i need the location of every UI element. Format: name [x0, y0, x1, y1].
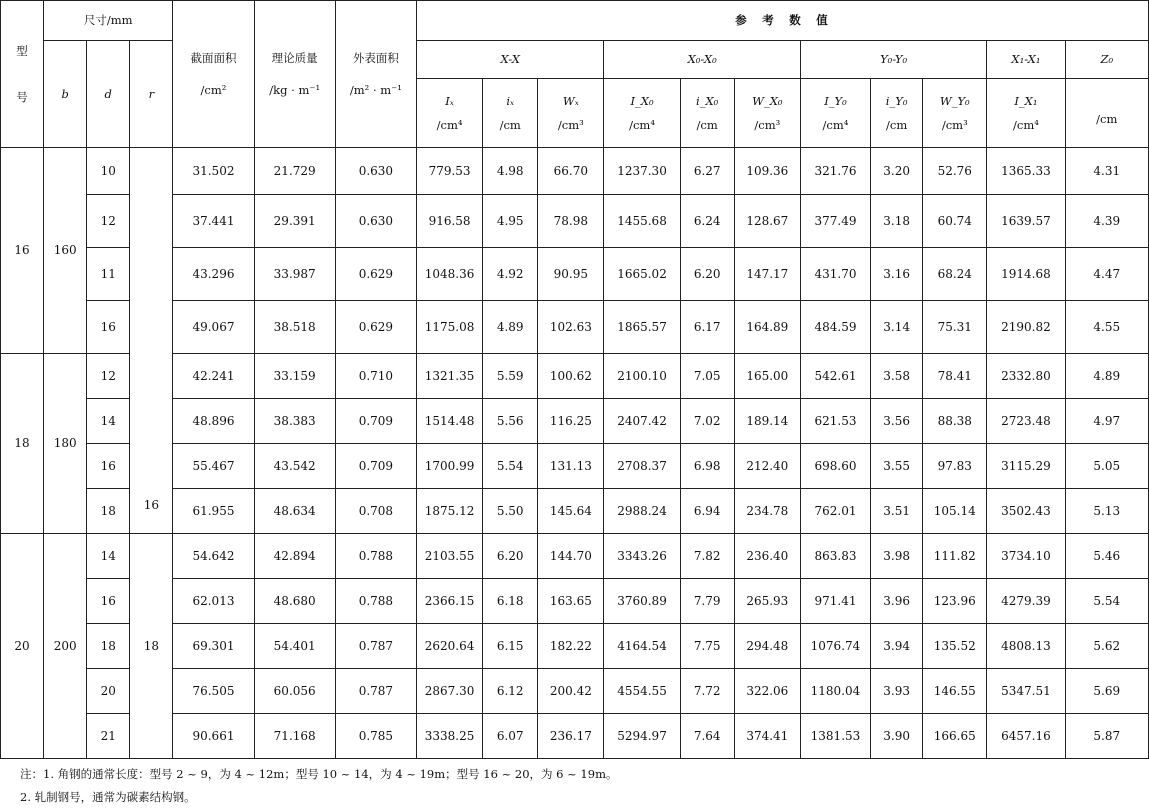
- header-unit: /cm: [886, 118, 908, 132]
- value-cell: 1700.99: [416, 444, 482, 489]
- value-cell: 6.07: [483, 714, 538, 759]
- header-type: 型 号: [1, 1, 44, 148]
- table-row: [1, 444, 1149, 489]
- value-cell: 4554.55: [604, 669, 680, 714]
- value-cell: 3115.29: [987, 444, 1065, 489]
- header-symbol: Iₓ: [445, 93, 454, 108]
- value-cell: 4164.54: [604, 624, 680, 669]
- header-symbol: i_Y₀: [885, 93, 908, 108]
- width-b-cell: 200: [44, 534, 87, 759]
- value-cell: 2407.42: [604, 399, 680, 444]
- header-symbol: I_Y₀: [824, 93, 847, 108]
- table-row: [1, 399, 1149, 444]
- value-cell: 5.69: [1065, 669, 1148, 714]
- value-cell: 4.92: [483, 248, 538, 301]
- value-cell: 182.22: [538, 624, 604, 669]
- value-cell: 3.90: [871, 714, 923, 759]
- value-cell: 4.47: [1065, 248, 1148, 301]
- value-cell: 76.505: [173, 669, 254, 714]
- value-cell: 3.93: [871, 669, 923, 714]
- header-unit: /cm⁴: [1013, 118, 1039, 132]
- value-cell: 5.13: [1065, 489, 1148, 534]
- value-cell: 97.83: [923, 444, 987, 489]
- value-cell: 109.36: [734, 148, 800, 195]
- value-cell: 3734.10: [987, 534, 1065, 579]
- value-cell: 33.987: [254, 248, 335, 301]
- value-cell: 5.05: [1065, 444, 1148, 489]
- value-cell: 38.383: [254, 399, 335, 444]
- header-col-9: [923, 79, 987, 148]
- header-col-8: [871, 79, 923, 148]
- value-cell: 0.787: [335, 669, 416, 714]
- value-cell: 49.067: [173, 301, 254, 354]
- value-cell: 212.40: [734, 444, 800, 489]
- value-cell: 321.76: [800, 148, 870, 195]
- value-cell: 43.542: [254, 444, 335, 489]
- thickness-d-cell: 18: [87, 624, 130, 669]
- header-group-y0-y0: Y₀-Y₀: [800, 41, 986, 79]
- header-unit: /cm⁴: [629, 118, 655, 132]
- value-cell: 6.20: [680, 248, 734, 301]
- value-cell: 1455.68: [604, 195, 680, 248]
- value-cell: 21.729: [254, 148, 335, 195]
- value-cell: 42.894: [254, 534, 335, 579]
- value-cell: 2723.48: [987, 399, 1065, 444]
- value-cell: 31.502: [173, 148, 254, 195]
- value-cell: 131.13: [538, 444, 604, 489]
- value-cell: 3.51: [871, 489, 923, 534]
- value-cell: 5.50: [483, 489, 538, 534]
- value-cell: 4.98: [483, 148, 538, 195]
- value-cell: 6.24: [680, 195, 734, 248]
- table-row: [1, 534, 1149, 579]
- value-cell: 234.78: [734, 489, 800, 534]
- value-cell: 48.896: [173, 399, 254, 444]
- value-cell: 7.82: [680, 534, 734, 579]
- value-cell: 236.40: [734, 534, 800, 579]
- value-cell: 4.95: [483, 195, 538, 248]
- thickness-d-cell: 20: [87, 669, 130, 714]
- value-cell: 147.17: [734, 248, 800, 301]
- value-cell: 916.58: [416, 195, 482, 248]
- value-cell: 265.93: [734, 579, 800, 624]
- value-cell: 0.710: [335, 354, 416, 399]
- header-col-4: [604, 79, 680, 148]
- value-cell: 0.708: [335, 489, 416, 534]
- value-cell: 189.14: [734, 399, 800, 444]
- value-cell: 60.74: [923, 195, 987, 248]
- header-symbol: Wₓ: [562, 93, 579, 108]
- value-cell: 135.52: [923, 624, 987, 669]
- width-b-cell: 180: [44, 354, 87, 534]
- header-dims: 尺寸/mm: [44, 1, 173, 41]
- value-cell: 5294.97: [604, 714, 680, 759]
- header-symbol: W_Y₀: [939, 93, 970, 108]
- value-cell: 6.15: [483, 624, 538, 669]
- value-cell: 4.89: [1065, 354, 1148, 399]
- header-unit: /cm⁴: [436, 118, 463, 132]
- thickness-d-cell: 18: [87, 489, 130, 534]
- thickness-d-cell: 21: [87, 714, 130, 759]
- value-cell: 2190.82: [987, 301, 1065, 354]
- header-area: 截面面积 /cm²: [173, 1, 254, 148]
- value-cell: 1914.68: [987, 248, 1065, 301]
- value-cell: 6.17: [680, 301, 734, 354]
- header-unit: /cm: [499, 118, 521, 132]
- value-cell: 971.41: [800, 579, 870, 624]
- value-cell: 78.41: [923, 354, 987, 399]
- value-cell: 128.67: [734, 195, 800, 248]
- value-cell: 1639.57: [987, 195, 1065, 248]
- table-row: [1, 301, 1149, 354]
- header-unit: /cm³: [941, 118, 968, 132]
- value-cell: 0.788: [335, 579, 416, 624]
- table-row: [1, 579, 1149, 624]
- thickness-d-cell: 16: [87, 579, 130, 624]
- value-cell: 7.64: [680, 714, 734, 759]
- table-row: [1, 489, 1149, 534]
- value-cell: 144.70: [538, 534, 604, 579]
- thickness-d-cell: 16: [87, 301, 130, 354]
- value-cell: 164.89: [734, 301, 800, 354]
- value-cell: 52.76: [923, 148, 987, 195]
- value-cell: 1048.36: [416, 248, 482, 301]
- value-cell: 145.64: [538, 489, 604, 534]
- value-cell: 75.31: [923, 301, 987, 354]
- header-group-x1-x1: X₁-X₁: [987, 41, 1065, 79]
- value-cell: 200.42: [538, 669, 604, 714]
- value-cell: 2103.55: [416, 534, 482, 579]
- model-cell: 20: [1, 534, 44, 759]
- value-cell: 54.401: [254, 624, 335, 669]
- value-cell: 3.94: [871, 624, 923, 669]
- value-cell: 111.82: [923, 534, 987, 579]
- value-cell: 3760.89: [604, 579, 680, 624]
- header-unit: /cm⁴: [822, 118, 849, 132]
- value-cell: 6.12: [483, 669, 538, 714]
- value-cell: 0.709: [335, 444, 416, 489]
- value-cell: 42.241: [173, 354, 254, 399]
- value-cell: 5.59: [483, 354, 538, 399]
- table-row: [1, 354, 1149, 399]
- value-cell: 43.296: [173, 248, 254, 301]
- thickness-d-cell: 12: [87, 195, 130, 248]
- value-cell: 146.55: [923, 669, 987, 714]
- value-cell: 7.79: [680, 579, 734, 624]
- value-cell: 90.95: [538, 248, 604, 301]
- value-cell: 762.01: [800, 489, 870, 534]
- value-cell: 5.56: [483, 399, 538, 444]
- table-notes: [20, 763, 617, 809]
- header-unit: /cm³: [754, 118, 781, 132]
- value-cell: 68.24: [923, 248, 987, 301]
- value-cell: 0.785: [335, 714, 416, 759]
- value-cell: 2100.10: [604, 354, 680, 399]
- value-cell: 90.661: [173, 714, 254, 759]
- table-row: [1, 624, 1149, 669]
- value-cell: 1175.08: [416, 301, 482, 354]
- value-cell: 1180.04: [800, 669, 870, 714]
- value-cell: 779.53: [416, 148, 482, 195]
- header-surface: 外表面积 /m² · m⁻¹: [335, 1, 416, 148]
- value-cell: 3338.25: [416, 714, 482, 759]
- header-unit: /cm³: [557, 118, 584, 132]
- header-symbol: I_X₁: [1014, 93, 1038, 108]
- value-cell: 55.467: [173, 444, 254, 489]
- value-cell: 1321.35: [416, 354, 482, 399]
- value-cell: 166.65: [923, 714, 987, 759]
- header-col-6: [734, 79, 800, 148]
- value-cell: 1076.74: [800, 624, 870, 669]
- value-cell: 7.05: [680, 354, 734, 399]
- value-cell: 6.94: [680, 489, 734, 534]
- value-cell: 1514.48: [416, 399, 482, 444]
- value-cell: 6.27: [680, 148, 734, 195]
- value-cell: 236.17: [538, 714, 604, 759]
- value-cell: 5.46: [1065, 534, 1148, 579]
- header-col-2: [483, 79, 538, 148]
- value-cell: 5.54: [483, 444, 538, 489]
- table-row: [1, 195, 1149, 248]
- header-col-5: [680, 79, 734, 148]
- value-cell: 69.301: [173, 624, 254, 669]
- header-group-x0-x0: X₀-X₀: [604, 41, 800, 79]
- value-cell: 61.955: [173, 489, 254, 534]
- value-cell: 3502.43: [987, 489, 1065, 534]
- value-cell: 0.788: [335, 534, 416, 579]
- value-cell: 374.41: [734, 714, 800, 759]
- header-dim-b: b: [44, 41, 87, 148]
- value-cell: 66.70: [538, 148, 604, 195]
- value-cell: 163.65: [538, 579, 604, 624]
- header-dim-d: d: [87, 41, 130, 148]
- value-cell: 54.642: [173, 534, 254, 579]
- value-cell: 105.14: [923, 489, 987, 534]
- header-symbol: iₓ: [506, 93, 515, 108]
- value-cell: 2867.30: [416, 669, 482, 714]
- value-cell: 4.97: [1065, 399, 1148, 444]
- thickness-d-cell: 12: [87, 354, 130, 399]
- value-cell: 2708.37: [604, 444, 680, 489]
- value-cell: 3.98: [871, 534, 923, 579]
- value-cell: 322.06: [734, 669, 800, 714]
- value-cell: 29.391: [254, 195, 335, 248]
- header-col-3: [538, 79, 604, 148]
- value-cell: 1865.57: [604, 301, 680, 354]
- value-cell: 3.14: [871, 301, 923, 354]
- header-mass: 理论质量 /kg · m⁻¹: [254, 1, 335, 148]
- value-cell: 102.63: [538, 301, 604, 354]
- value-cell: 4.39: [1065, 195, 1148, 248]
- value-cell: 3.18: [871, 195, 923, 248]
- value-cell: 5.62: [1065, 624, 1148, 669]
- model-cell: 18: [1, 354, 44, 534]
- value-cell: 294.48: [734, 624, 800, 669]
- width-b-cell: 160: [44, 148, 87, 354]
- header-symbol: W_X₀: [752, 93, 783, 108]
- value-cell: 62.013: [173, 579, 254, 624]
- value-cell: 698.60: [800, 444, 870, 489]
- value-cell: 165.00: [734, 354, 800, 399]
- value-cell: 3.20: [871, 148, 923, 195]
- model-cell: 16: [1, 148, 44, 354]
- value-cell: 431.70: [800, 248, 870, 301]
- value-cell: 3343.26: [604, 534, 680, 579]
- value-cell: 7.72: [680, 669, 734, 714]
- value-cell: 100.62: [538, 354, 604, 399]
- note-2: 2. 轧制钢号，通常为碳素结构钢。: [20, 790, 196, 804]
- value-cell: 78.98: [538, 195, 604, 248]
- thickness-d-cell: 10: [87, 148, 130, 195]
- thickness-d-cell: 11: [87, 248, 130, 301]
- header-col-10: [987, 79, 1065, 148]
- value-cell: 3.56: [871, 399, 923, 444]
- header-col-7: [800, 79, 870, 148]
- header-col-1: [416, 79, 482, 148]
- value-cell: 1665.02: [604, 248, 680, 301]
- value-cell: 2988.24: [604, 489, 680, 534]
- value-cell: 4808.13: [987, 624, 1065, 669]
- value-cell: 0.787: [335, 624, 416, 669]
- header-reference-values: 参 考 数 值: [416, 1, 1148, 41]
- value-cell: 0.630: [335, 148, 416, 195]
- header-z0: Z₀: [1065, 41, 1148, 79]
- value-cell: 37.441: [173, 195, 254, 248]
- value-cell: 48.680: [254, 579, 335, 624]
- thickness-d-cell: 16: [87, 444, 130, 489]
- value-cell: 2332.80: [987, 354, 1065, 399]
- value-cell: 4279.39: [987, 579, 1065, 624]
- value-cell: 6.98: [680, 444, 734, 489]
- value-cell: 2620.64: [416, 624, 482, 669]
- value-cell: 863.83: [800, 534, 870, 579]
- value-cell: 88.38: [923, 399, 987, 444]
- value-cell: 60.056: [254, 669, 335, 714]
- value-cell: 7.75: [680, 624, 734, 669]
- header-symbol: I_X₀: [630, 93, 654, 108]
- value-cell: 3.55: [871, 444, 923, 489]
- value-cell: 6.20: [483, 534, 538, 579]
- table-row: [1, 248, 1149, 301]
- header-dim-r: r: [130, 41, 173, 148]
- value-cell: 3.96: [871, 579, 923, 624]
- value-cell: 1381.53: [800, 714, 870, 759]
- value-cell: 0.709: [335, 399, 416, 444]
- value-cell: 4.31: [1065, 148, 1148, 195]
- value-cell: 2366.15: [416, 579, 482, 624]
- value-cell: 5347.51: [987, 669, 1065, 714]
- value-cell: 542.61: [800, 354, 870, 399]
- radius-r-cell: 18: [130, 534, 173, 759]
- value-cell: 38.518: [254, 301, 335, 354]
- header-z0-unit: /cm: [1065, 79, 1148, 148]
- value-cell: 4.89: [483, 301, 538, 354]
- value-cell: 5.54: [1065, 579, 1148, 624]
- value-cell: 3.58: [871, 354, 923, 399]
- table-row: [1, 669, 1149, 714]
- value-cell: 5.87: [1065, 714, 1148, 759]
- value-cell: 484.59: [800, 301, 870, 354]
- value-cell: 3.16: [871, 248, 923, 301]
- radius-r-cell: 16: [130, 148, 173, 534]
- value-cell: 1875.12: [416, 489, 482, 534]
- value-cell: 48.634: [254, 489, 335, 534]
- value-cell: 0.630: [335, 195, 416, 248]
- header-symbol: i_X₀: [696, 93, 719, 108]
- header-unit: /cm: [696, 118, 718, 132]
- value-cell: 0.629: [335, 248, 416, 301]
- value-cell: 7.02: [680, 399, 734, 444]
- table-row: [1, 148, 1149, 195]
- note-1: 注：1. 角钢的通常长度：型号 2 ~ 9，为 4 ~ 12m；型号 10 ~ 14，为 4 ~ 19m；型号 16 ~ 20，为 6 ~ 19m。: [20, 767, 618, 781]
- value-cell: 0.629: [335, 301, 416, 354]
- value-cell: 1365.33: [987, 148, 1065, 195]
- header-group-x-x: X-X: [416, 41, 603, 79]
- value-cell: 116.25: [538, 399, 604, 444]
- thickness-d-cell: 14: [87, 399, 130, 444]
- value-cell: 621.53: [800, 399, 870, 444]
- value-cell: 123.96: [923, 579, 987, 624]
- table-row: [1, 714, 1149, 759]
- value-cell: 6.18: [483, 579, 538, 624]
- thickness-d-cell: 14: [87, 534, 130, 579]
- value-cell: 4.55: [1065, 301, 1148, 354]
- value-cell: 6457.16: [987, 714, 1065, 759]
- value-cell: 377.49: [800, 195, 870, 248]
- value-cell: 33.159: [254, 354, 335, 399]
- value-cell: 71.168: [254, 714, 335, 759]
- value-cell: 1237.30: [604, 148, 680, 195]
